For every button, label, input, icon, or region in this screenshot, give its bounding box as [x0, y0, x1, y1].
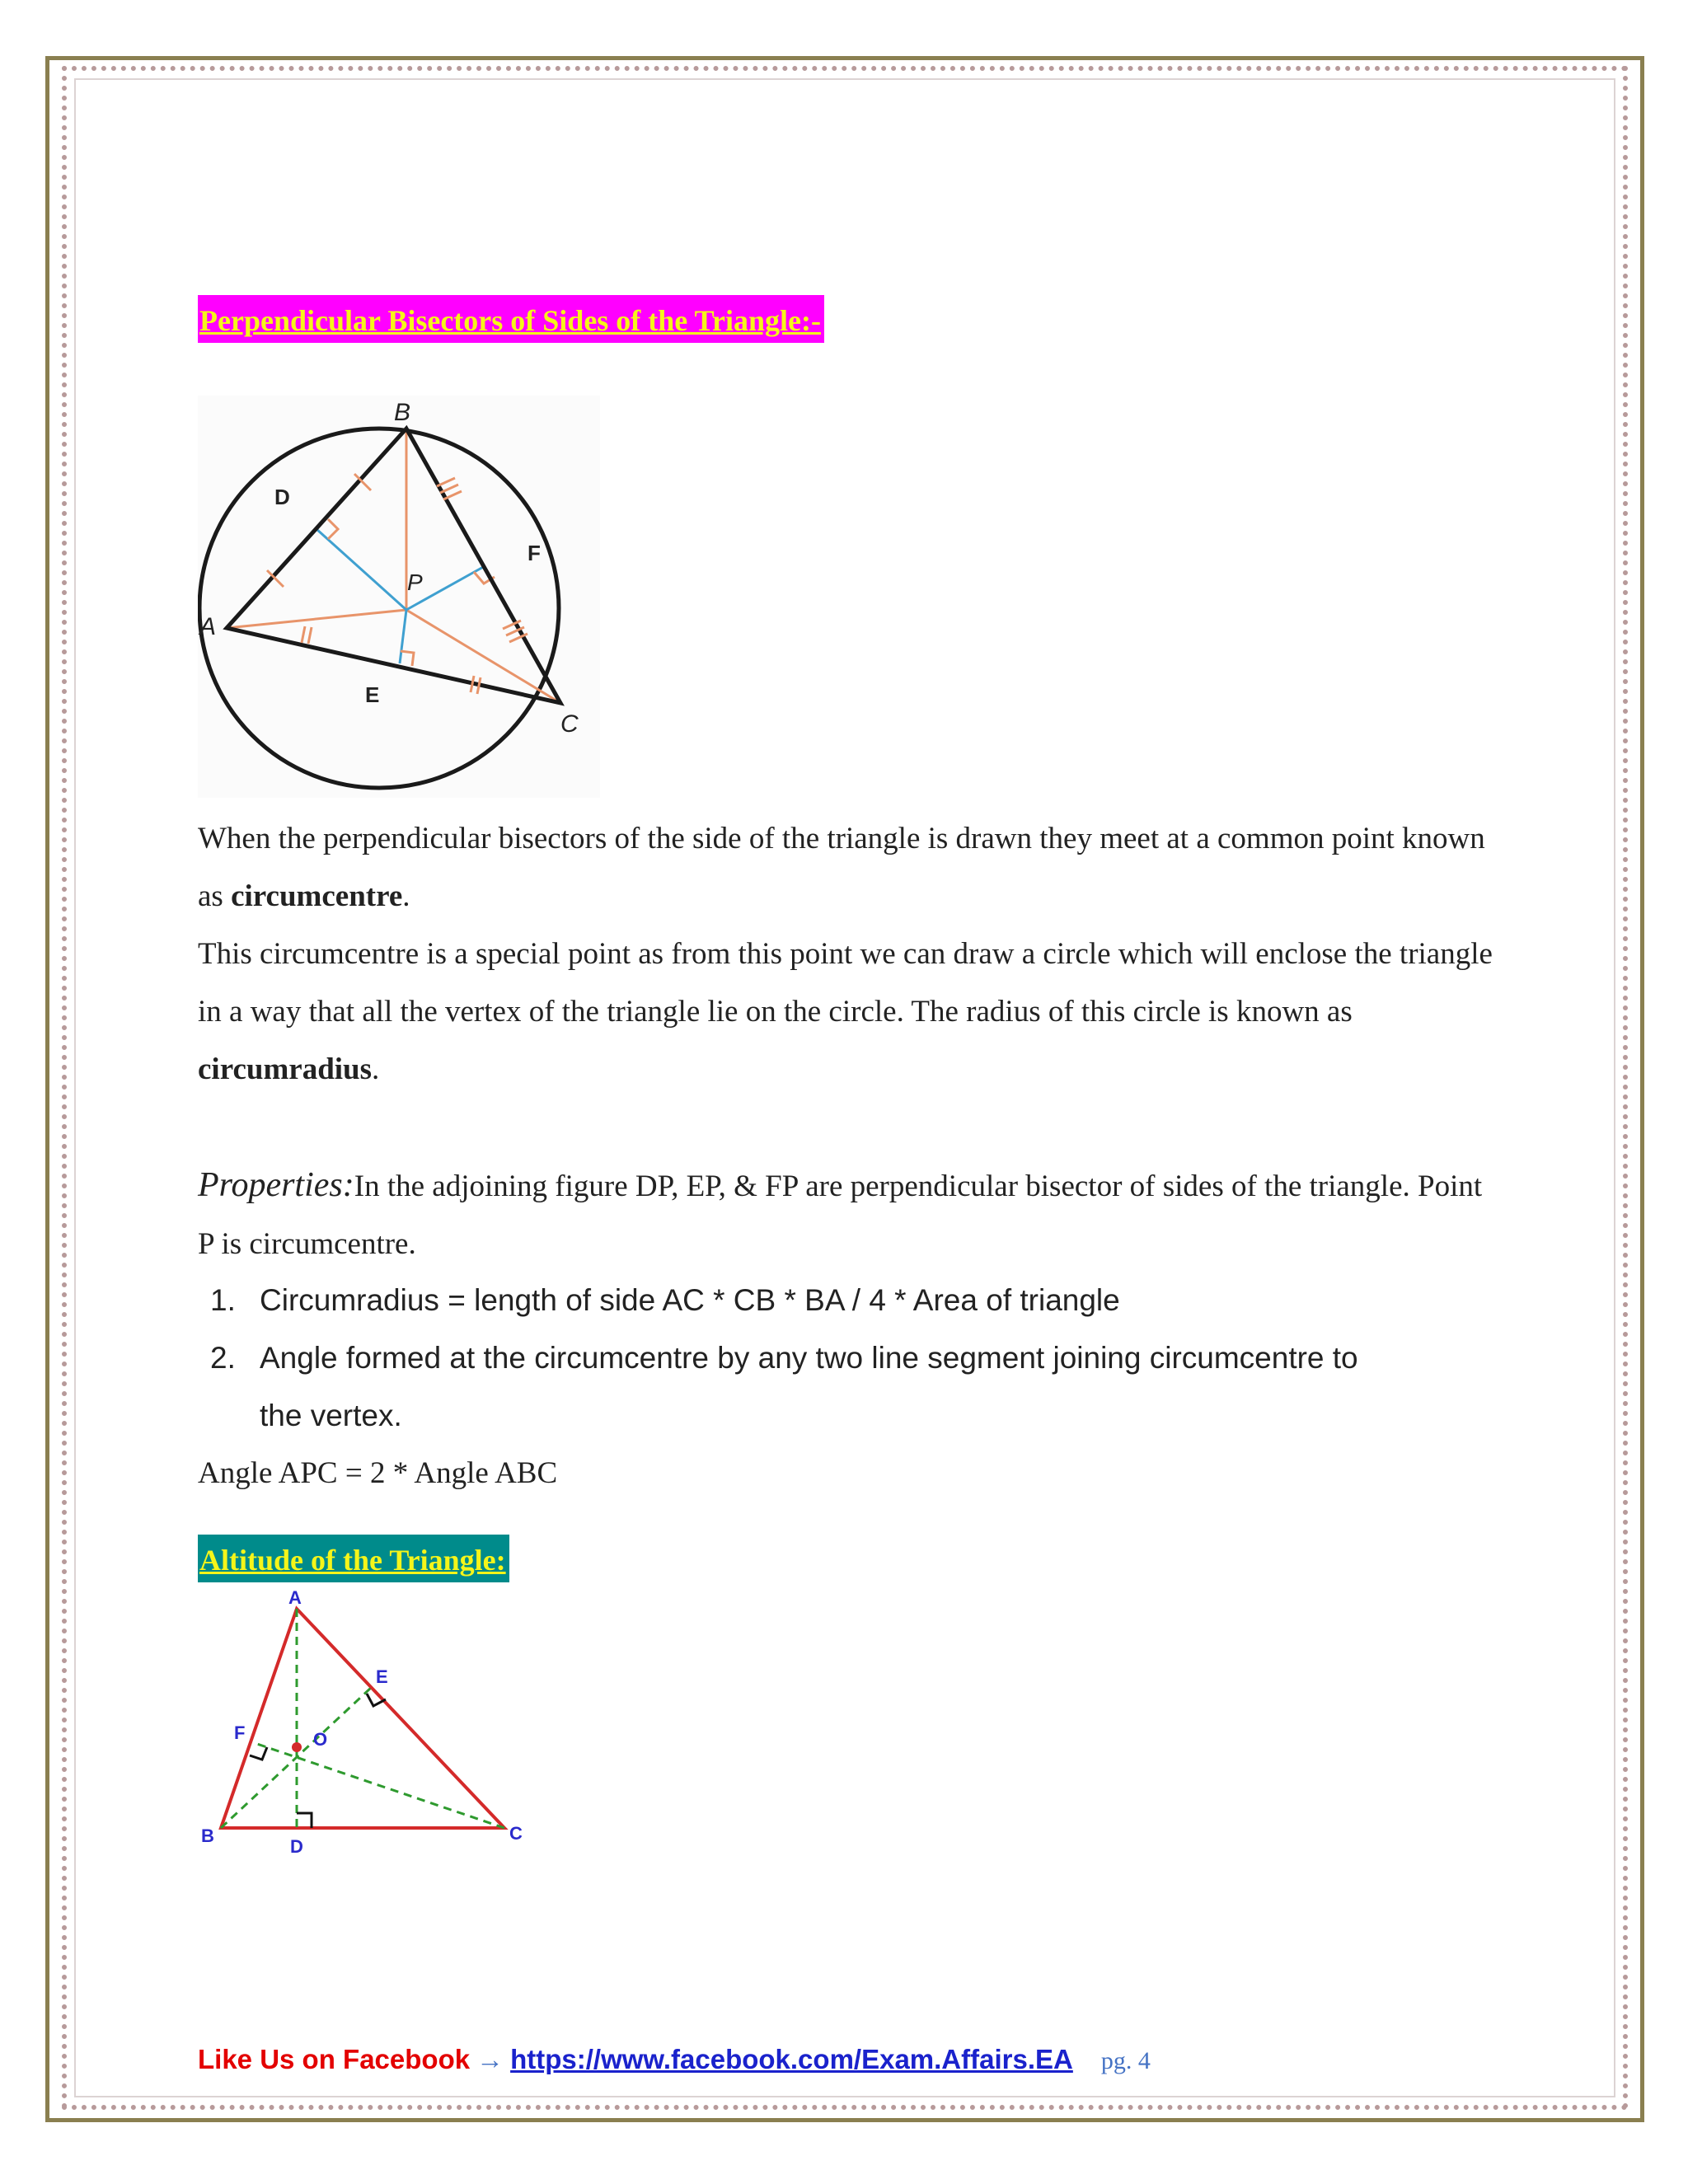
label-b2: B: [201, 1825, 214, 1846]
footer: [198, 2044, 1151, 2075]
right-angle-d2: [297, 1813, 312, 1828]
tick-bc-1: [437, 478, 455, 486]
heading-perpendicular-bisectors: Perpendicular Bisectors of Sides of the Triangle:-: [198, 295, 824, 343]
term-circumcentre: circumcentre: [231, 879, 403, 913]
right-angle-d: [328, 519, 338, 539]
page-number: pg. 4: [1100, 2047, 1151, 2074]
triangle-abc-altitude: [221, 1609, 504, 1828]
tick-ac-3: [471, 676, 474, 692]
properties-label: Properties:: [198, 1166, 354, 1204]
right-angle-e2: [367, 1694, 386, 1706]
label-o2: O: [313, 1729, 328, 1750]
facebook-label: Like Us on Facebook: [198, 2044, 471, 2074]
list-item-continuation: the vertex.: [260, 1399, 402, 1432]
triangle-abc: [227, 429, 560, 703]
altitude-figure: [198, 1591, 544, 1875]
label-d: D: [274, 485, 290, 509]
tick-ac-4: [477, 677, 481, 694]
label-e2: E: [376, 1666, 388, 1687]
angle-formula: Angle APC = 2 * Angle ABC: [198, 1456, 558, 1490]
heading-altitude: Altitude of the Triangle:: [198, 1535, 509, 1582]
properties-list: [210, 1272, 1496, 1445]
altitude-cf: [255, 1743, 504, 1828]
label-f2: F: [234, 1722, 246, 1743]
orthocentre-point: [292, 1742, 302, 1752]
circumcentre-figure: [198, 396, 600, 798]
line-pa: [227, 610, 406, 628]
paragraph-circumradius: This circumcentre is a special point as from this point we can draw a circle which will enclose the triangle in a way that all the vertex of the triangle lie on the circle. The radius of this circle is known as circumradius.: [198, 937, 1493, 1086]
list-item: 1. Circumradius = length of side AC * CB * BA / 4 * Area of triangle: [210, 1283, 1120, 1317]
tick-bc-2: [440, 485, 458, 493]
bisector-ep: [400, 610, 406, 663]
label-f: F: [528, 541, 541, 565]
right-angle-e: [401, 651, 414, 666]
bisector-dp: [316, 529, 406, 610]
label-b: B: [394, 399, 411, 426]
line-pc: [406, 610, 560, 703]
tick-ac-1: [302, 626, 305, 643]
right-angle-f2: [250, 1747, 267, 1760]
arrow-right-icon: →: [476, 2044, 504, 2074]
label-a: A: [199, 613, 217, 640]
tick-ac-2: [308, 627, 312, 644]
list-item: 2. Angle formed at the circumcentre by any two line segment joining circumcentre to: [210, 1341, 1358, 1375]
label-a2: A: [288, 1591, 302, 1608]
label-c: C: [560, 710, 579, 738]
facebook-link[interactable]: https://www.facebook.com/Exam.Affairs.EA: [510, 2044, 1073, 2074]
paragraph-properties: Properties:In the adjoining figure DP, EP, & FP are perpendicular bisector of sides of the triangle. Point P is circumcentre.: [198, 1166, 1483, 1261]
paragraph-circumcentre: When the perpendicular bisectors of the side of the triangle is drawn they meet at a common point known as circumcentre.: [198, 822, 1485, 913]
label-d2: D: [290, 1836, 303, 1857]
label-c2: C: [509, 1823, 523, 1844]
label-p: P: [407, 569, 423, 595]
label-e: E: [365, 682, 380, 707]
term-circumradius: circumradius: [198, 1052, 373, 1086]
